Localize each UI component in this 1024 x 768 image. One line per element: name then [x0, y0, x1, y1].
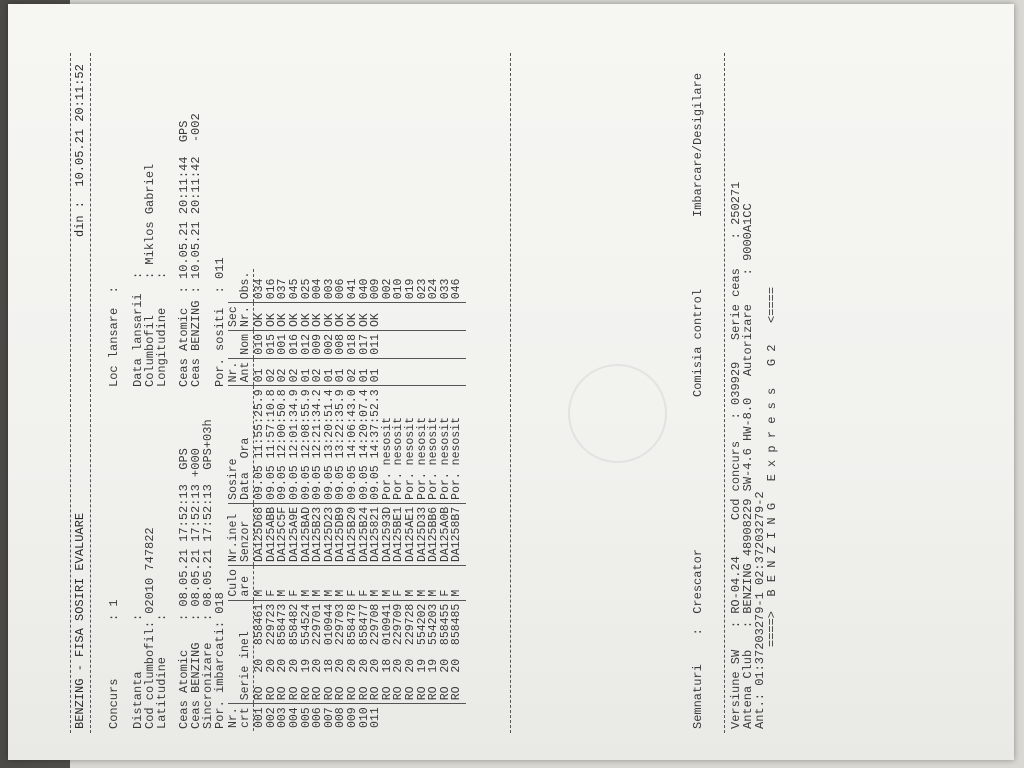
cell-nom	[417, 330, 429, 358]
cell-nr-inel-senzor: DA125BE1	[393, 503, 405, 565]
cell-sec-nr: OK	[335, 303, 347, 331]
cell-nr-crt: 010	[357, 707, 371, 728]
cell-nr-inel-senzor: DA125C5F	[277, 503, 289, 565]
clock-left-1: Ceas Atomic : 08.05.21 17:52:13 GPS	[177, 448, 191, 729]
cell-obs: 041	[347, 269, 359, 303]
cell-nr-ant	[405, 358, 417, 386]
cell-nom: 009	[312, 330, 324, 358]
longitudine-line: Longitudine :	[155, 271, 169, 387]
clock-right-4: Por. sositi : 011	[213, 257, 227, 387]
cell-nr-ant	[382, 358, 394, 386]
printed-sheet	[8, 4, 1014, 760]
cell-nom: 017	[359, 330, 371, 358]
col-header-sec-nr: Sec Nr.	[228, 303, 254, 331]
cell-sosire: Por. nesosit	[428, 386, 440, 503]
cell-serie-inel: RO 20 229703	[335, 600, 347, 704]
cell-nom: 008	[335, 330, 347, 358]
cell-sosire: 09.05 12:08:55.9	[301, 386, 313, 503]
cell-sosire: 09.05 14:06:43.0	[347, 386, 359, 503]
cell-sosire: Por. nesosit	[451, 386, 466, 503]
cell-obs: 034	[254, 269, 266, 303]
cell-obs: 003	[324, 269, 336, 303]
cell-nom	[428, 330, 440, 358]
cell-nr-crt: 007	[322, 707, 336, 728]
cell-nr-ant: 02	[312, 358, 324, 386]
cell-sosire: Por. nesosit	[393, 386, 405, 503]
table-header-row	[228, 269, 254, 731]
cell-nr-ant: 01	[370, 358, 382, 386]
cell-nom	[405, 330, 417, 358]
header-bottom-rule	[90, 53, 91, 733]
imbarcare-label: Imbarcare/Desigilare	[691, 72, 705, 217]
cell-nom: 012	[301, 330, 313, 358]
cell-nr-inel-senzor: DA1258B7	[451, 503, 466, 565]
concurs-line: Concurs : 1	[107, 599, 121, 729]
clock-left-2: Ceas BENZING : 08.05.21 17:52:13 +000	[189, 448, 203, 729]
cell-obs: 010	[393, 269, 405, 303]
header-top-rule	[70, 53, 71, 733]
cell-sec-nr	[393, 303, 405, 331]
cell-obs: 002	[382, 269, 394, 303]
cell-serie-inel: RO 19 554203	[428, 600, 440, 704]
cell-culoare: M	[335, 566, 347, 601]
cell-sosire: 09.05 12:01:34.9	[289, 386, 301, 503]
cell-serie-inel: RO 20 229701	[312, 600, 324, 704]
cell-culoare: M	[312, 566, 324, 601]
cell-nr-inel-senzor: DA125D68	[254, 503, 266, 565]
cell-serie-inel: RO 20 858455	[440, 600, 452, 704]
cell-nr-inel-senzor: DA125ABB	[266, 503, 278, 565]
cell-culoare: M	[254, 566, 266, 601]
cell-sec-nr	[428, 303, 440, 331]
cell-nr-ant	[451, 358, 466, 386]
cell-sec-nr: OK	[359, 303, 371, 331]
cell-sosire: 09.05 11:57:10.8	[266, 386, 278, 503]
cell-nr-ant: 01	[324, 358, 336, 386]
versiune-sw-line: Versiune SW : RO-04.24 Cod concurs : 039929 Serie ceas : 250271	[729, 181, 743, 729]
cell-nr-inel-senzor: DA125BB6	[428, 503, 440, 565]
cell-nr-crt	[405, 704, 417, 731]
cell-nr-crt: 006	[311, 707, 325, 728]
cell-obs: 046	[451, 269, 466, 303]
cell-sec-nr	[440, 303, 452, 331]
cell-obs: 009	[370, 269, 382, 303]
cell-nr-inel-senzor: DA125A9E	[289, 503, 301, 565]
cell-nr-inel-senzor: DA125D33	[417, 503, 429, 565]
cod-columbofil-line: Cod columbofil: 02010 747822	[143, 527, 157, 729]
cell-serie-inel: RO 19 554202	[417, 600, 429, 704]
clock-left-4: Por. imbarcati: 018	[213, 592, 227, 729]
cell-nr-ant: 02	[347, 358, 359, 386]
cell-culoare: F	[393, 566, 405, 601]
clock-left-3: Sincronizare : 08.05.21 17:52:13 GPS+03h	[201, 419, 215, 729]
cell-culoare: M	[428, 566, 440, 601]
cell-nr-ant: 01	[359, 358, 371, 386]
cell-nom	[451, 330, 466, 358]
latitudine-line: Latitudine :	[155, 613, 169, 729]
cell-sec-nr	[451, 303, 466, 331]
cell-obs: 006	[335, 269, 347, 303]
cell-nr-crt: 009	[345, 707, 359, 728]
table-row	[405, 269, 417, 731]
cell-sosire: 09.05 12:21:34.2	[312, 386, 324, 503]
col-header-sosire: Sosire Data Ora	[228, 386, 254, 503]
cell-obs: 016	[266, 269, 278, 303]
cell-obs: 033	[440, 269, 452, 303]
cell-nom: 011	[370, 330, 382, 358]
antenna-ids-line: Ant.: 01:37203279-1 02:37203279-2	[753, 491, 767, 729]
cell-nr-crt: 003	[276, 707, 290, 728]
cell-sec-nr: OK	[289, 303, 301, 331]
cell-culoare: M	[417, 566, 429, 601]
cell-obs: 023	[417, 269, 429, 303]
cell-sosire: 09.05 13:20:51.4	[324, 386, 336, 503]
report-datetime: din : 10.05.21 20:11:52	[73, 64, 87, 237]
table-row	[428, 269, 440, 731]
cell-culoare: M	[324, 566, 336, 601]
cell-sosire: 09.05 14:20:07.4	[359, 386, 371, 503]
clock-right-2: Ceas BENZING : 10.05.21 20:11:42 -002	[189, 113, 203, 387]
cell-serie-inel: RO 18 010944	[324, 600, 336, 704]
cell-culoare: M	[277, 566, 289, 601]
cell-sec-nr: OK	[370, 303, 382, 331]
cell-sec-nr: OK	[266, 303, 278, 331]
cell-sec-nr	[405, 303, 417, 331]
cell-sosire: Por. nesosit	[440, 386, 452, 503]
cell-nr-crt	[417, 704, 429, 731]
cell-nr-ant: 01	[254, 358, 266, 386]
cell-sec-nr: OK	[347, 303, 359, 331]
cell-nr-crt	[440, 704, 452, 731]
cell-serie-inel: RO 18 010941	[382, 600, 394, 704]
loc-lansare-line: Loc lansare :	[107, 286, 121, 387]
cell-culoare: F	[359, 566, 371, 601]
cell-serie-inel: RO 20 229723	[266, 600, 278, 704]
cell-nr-inel-senzor: DA125B20	[347, 503, 359, 565]
cell-culoare: M	[301, 566, 313, 601]
cell-nr-crt	[382, 704, 394, 731]
distanta-line: Distanta :	[131, 613, 145, 729]
cell-nr-ant: 01	[301, 358, 313, 386]
cell-nr-ant: 02	[277, 358, 289, 386]
cell-sosire: 09.05 13:22:35.9	[335, 386, 347, 503]
cell-nr-crt: 001	[253, 707, 267, 728]
cell-obs: 024	[428, 269, 440, 303]
col-header-nr-crt: Nr. crt	[228, 704, 254, 731]
cell-obs: 025	[301, 269, 313, 303]
cell-nr-ant: 01	[335, 358, 347, 386]
table-body	[254, 269, 466, 731]
cell-culoare: M	[405, 566, 417, 601]
cell-sec-nr: OK	[312, 303, 324, 331]
table-row	[289, 269, 301, 731]
cell-serie-inel: RO 20 229708	[370, 600, 382, 704]
cell-culoare: M	[370, 566, 382, 601]
cell-nr-crt: 005	[299, 707, 313, 728]
cell-nom: 002	[324, 330, 336, 358]
cell-nom: 010	[254, 330, 266, 358]
cell-nom	[393, 330, 405, 358]
col-header-obs: Obs.	[228, 269, 254, 303]
cell-nom	[440, 330, 452, 358]
cell-nom: 015	[266, 330, 278, 358]
cell-nr-crt	[451, 704, 466, 731]
table-row	[370, 269, 382, 731]
columbofil-line: Columbofil : Miklos Gabriel	[143, 163, 157, 387]
clock-right-1: Ceas Atomic : 10.05.21 20:11:44 GPS	[177, 120, 191, 387]
cell-sec-nr: OK	[254, 303, 266, 331]
cell-sec-nr	[382, 303, 394, 331]
cell-obs: 019	[405, 269, 417, 303]
cell-nr-crt: 004	[287, 707, 301, 728]
report-title: BENZING - FISA SOSIRI EVALUARE	[73, 512, 87, 729]
cell-culoare: M	[382, 566, 394, 601]
cell-culoare: M	[451, 566, 466, 601]
cell-serie-inel: RO 20 858485	[451, 600, 466, 704]
cell-nr-crt: 008	[334, 707, 348, 728]
cell-serie-inel: RO 20 858477	[359, 600, 371, 704]
cell-nr-inel-senzor: DA125AE1	[405, 503, 417, 565]
cell-culoare: F	[266, 566, 278, 601]
table-row	[451, 269, 466, 731]
table-row	[312, 269, 324, 731]
col-header-nr-inel-senzor: Nr.inel Senzor	[228, 503, 254, 565]
cell-nom: 018	[347, 330, 359, 358]
cell-nr-crt: 011	[369, 707, 383, 728]
cell-obs: 040	[359, 269, 371, 303]
table-row	[347, 269, 359, 731]
col-header-serie-inel: Serie inel	[228, 600, 254, 704]
antena-club-line: Antena Club : BENZING 48908229 SW-4.6 HW-8.0 Autorizare : 9000A1CC	[741, 203, 755, 729]
benzing-brand-line: ====> B E N Z I N G E x p r e s s G 2 <====	[765, 286, 779, 647]
cell-nr-inel-senzor: DA125B23	[312, 503, 324, 565]
cell-nr-ant: 02	[266, 358, 278, 386]
cell-nr-inel-senzor: DA125A0B	[440, 503, 452, 565]
cell-culoare: F	[347, 566, 359, 601]
cell-sosire: Por. nesosit	[382, 386, 394, 503]
semnaturi-line: Semnaturi : Crescator	[691, 548, 705, 729]
cell-nr-ant	[417, 358, 429, 386]
cell-nr-inel-senzor: DA12593D	[382, 503, 394, 565]
cell-nr-inel-senzor: DA125DB9	[335, 503, 347, 565]
table-bottom-rule	[510, 53, 511, 733]
cell-sec-nr: OK	[301, 303, 313, 331]
cell-nom	[382, 330, 394, 358]
cell-nr-crt: 002	[264, 707, 278, 728]
cell-serie-inel: RO 20 858473	[277, 600, 289, 704]
cell-nr-ant	[393, 358, 405, 386]
cell-sosire: Por. nesosit	[417, 386, 429, 503]
cell-sosire: Por. nesosit	[405, 386, 417, 503]
cell-nr-inel-senzor: DA125B24	[359, 503, 371, 565]
cell-sec-nr	[417, 303, 429, 331]
cell-nr-ant	[428, 358, 440, 386]
cell-sec-nr: OK	[277, 303, 289, 331]
col-header-culoare: Culo are	[228, 566, 254, 601]
cell-nom: 016	[289, 330, 301, 358]
cell-sec-nr: OK	[324, 303, 336, 331]
cell-obs: 004	[312, 269, 324, 303]
cell-sosire: 09.05 14:37:52.3	[370, 386, 382, 503]
arrivals-table	[228, 269, 466, 731]
cell-nr-ant: 02	[289, 358, 301, 386]
cell-sosire: 09.05 11:55:25.9	[254, 386, 266, 503]
cell-serie-inel: RO 20 858461	[254, 600, 266, 704]
table-row	[254, 269, 266, 731]
cell-serie-inel: RO 19 554524	[301, 600, 313, 704]
cell-sosire: 09.05 12:00:50.8	[277, 386, 289, 503]
cell-serie-inel: RO 20 858478	[347, 600, 359, 704]
cell-serie-inel: RO 20 858482	[289, 600, 301, 704]
cell-obs: 045	[289, 269, 301, 303]
cell-nr-inel-senzor: DA125821	[370, 503, 382, 565]
comisia-control-label: Comisia control	[691, 288, 705, 397]
cell-nr-ant	[440, 358, 452, 386]
cell-serie-inel: RO 20 229709	[393, 600, 405, 704]
cell-nr-inel-senzor: DA125BAD	[301, 503, 313, 565]
cell-obs: 037	[277, 269, 289, 303]
cell-nr-crt	[393, 704, 405, 731]
cell-serie-inel: RO 20 229728	[405, 600, 417, 704]
cell-nr-inel-senzor: DA125D23	[324, 503, 336, 565]
footer-top-rule	[724, 53, 725, 733]
cell-culoare: F	[440, 566, 452, 601]
data-lansarii-line: Data lansarii :	[131, 271, 145, 387]
cell-culoare: F	[289, 566, 301, 601]
cell-nr-crt	[428, 704, 440, 731]
rotated-report-page	[68, 47, 948, 737]
col-header-nr-ant: Nr. Ant	[228, 358, 254, 386]
cell-nom: 001	[277, 330, 289, 358]
col-header-nom: Nom	[228, 330, 254, 358]
